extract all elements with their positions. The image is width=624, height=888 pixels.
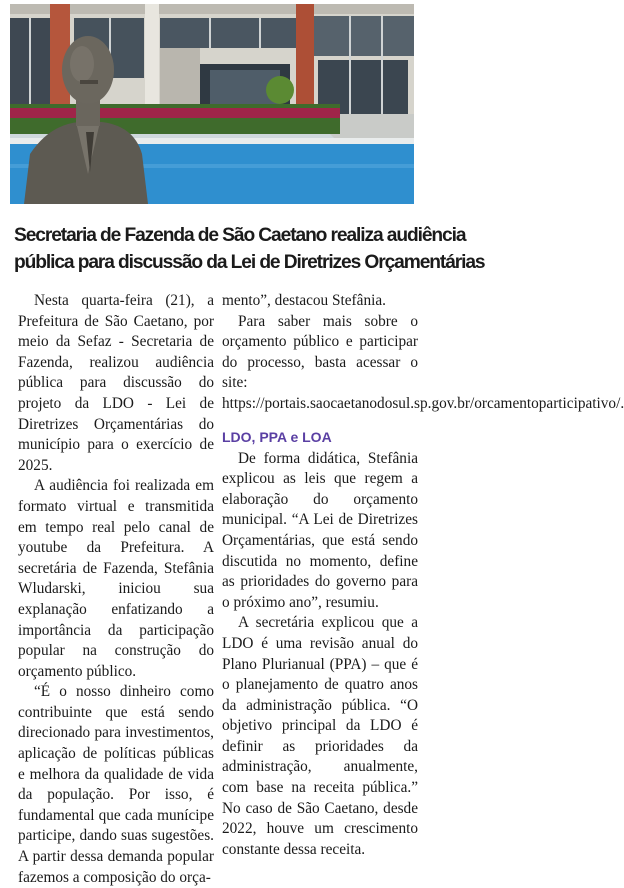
bronze-bust-photo-icon bbox=[10, 4, 414, 204]
right-column bbox=[222, 291, 624, 860]
left-column bbox=[18, 291, 214, 888]
article-photo bbox=[10, 4, 414, 204]
paragraph: Nesta quarta-feira (21), a Prefeitura de São Caetano, por meio da Sefaz - Secretaria de Fazenda, realizou audiência pública para discussão do projeto da LDO - Lei de Diretrizes Orçamentárias do município para o exercício de 2025. bbox=[18, 292, 214, 474]
paragraph: De forma didática, Stefânia explicou as leis que regem a elaboração do orçamento municipal. “A Lei de Diretrizes Orçamentárias, que está sendo discutida no momento, define as prioridades do governo para o próximo ano”, resumiu. bbox=[222, 449, 418, 611]
headline-line-2: pública para discussão da Lei de Diretrizes Orçamentárias bbox=[14, 252, 485, 273]
paragraph: “É o nosso dinheiro como contribuinte que está sendo direcionado para investimentos, aplicação de políticas públicas e melhora da qualidade de vida da população. Por isso, é fundamental que cada munícipe participe, dando suas sugestões. A partir dessa demanda popular fazemos a composição do orça- bbox=[18, 683, 214, 886]
paragraph: A audiência foi realizada em formato virtual e transmitida em tempo real pelo canal de youtube da Prefeitura. A secretária de Fazenda, Stefânia Wludarski, iniciou sua explanação enfatizando a importância da participação popular na construção do orçamento público. bbox=[18, 477, 214, 680]
headline-line-1: Secretaria de Fazenda de São Caetano realiza audiência bbox=[14, 225, 466, 246]
section-subheading: LDO, PPA e LOA bbox=[222, 428, 332, 445]
article-headline bbox=[14, 222, 485, 276]
paragraph: A secretária explicou que a LDO é uma revisão anual do Plano Plurianual (PPA) – que é o planejamento de quatro anos da administração pública. “O objetivo principal da LDO é definir as prioridades da administração, anualmente, com base na receita pública.” No caso de São Caetano, desde 2022, houve um crescimento constante dessa receita. bbox=[222, 614, 418, 858]
paragraph: mento”, destacou Stefânia. bbox=[222, 292, 386, 309]
paragraph: Para saber mais sobre o orçamento público e participar do processo, basta acessar o site: https://portais.saocaetanodosul.sp.gov.br/orcamentoparticipativo/. bbox=[222, 312, 624, 412]
